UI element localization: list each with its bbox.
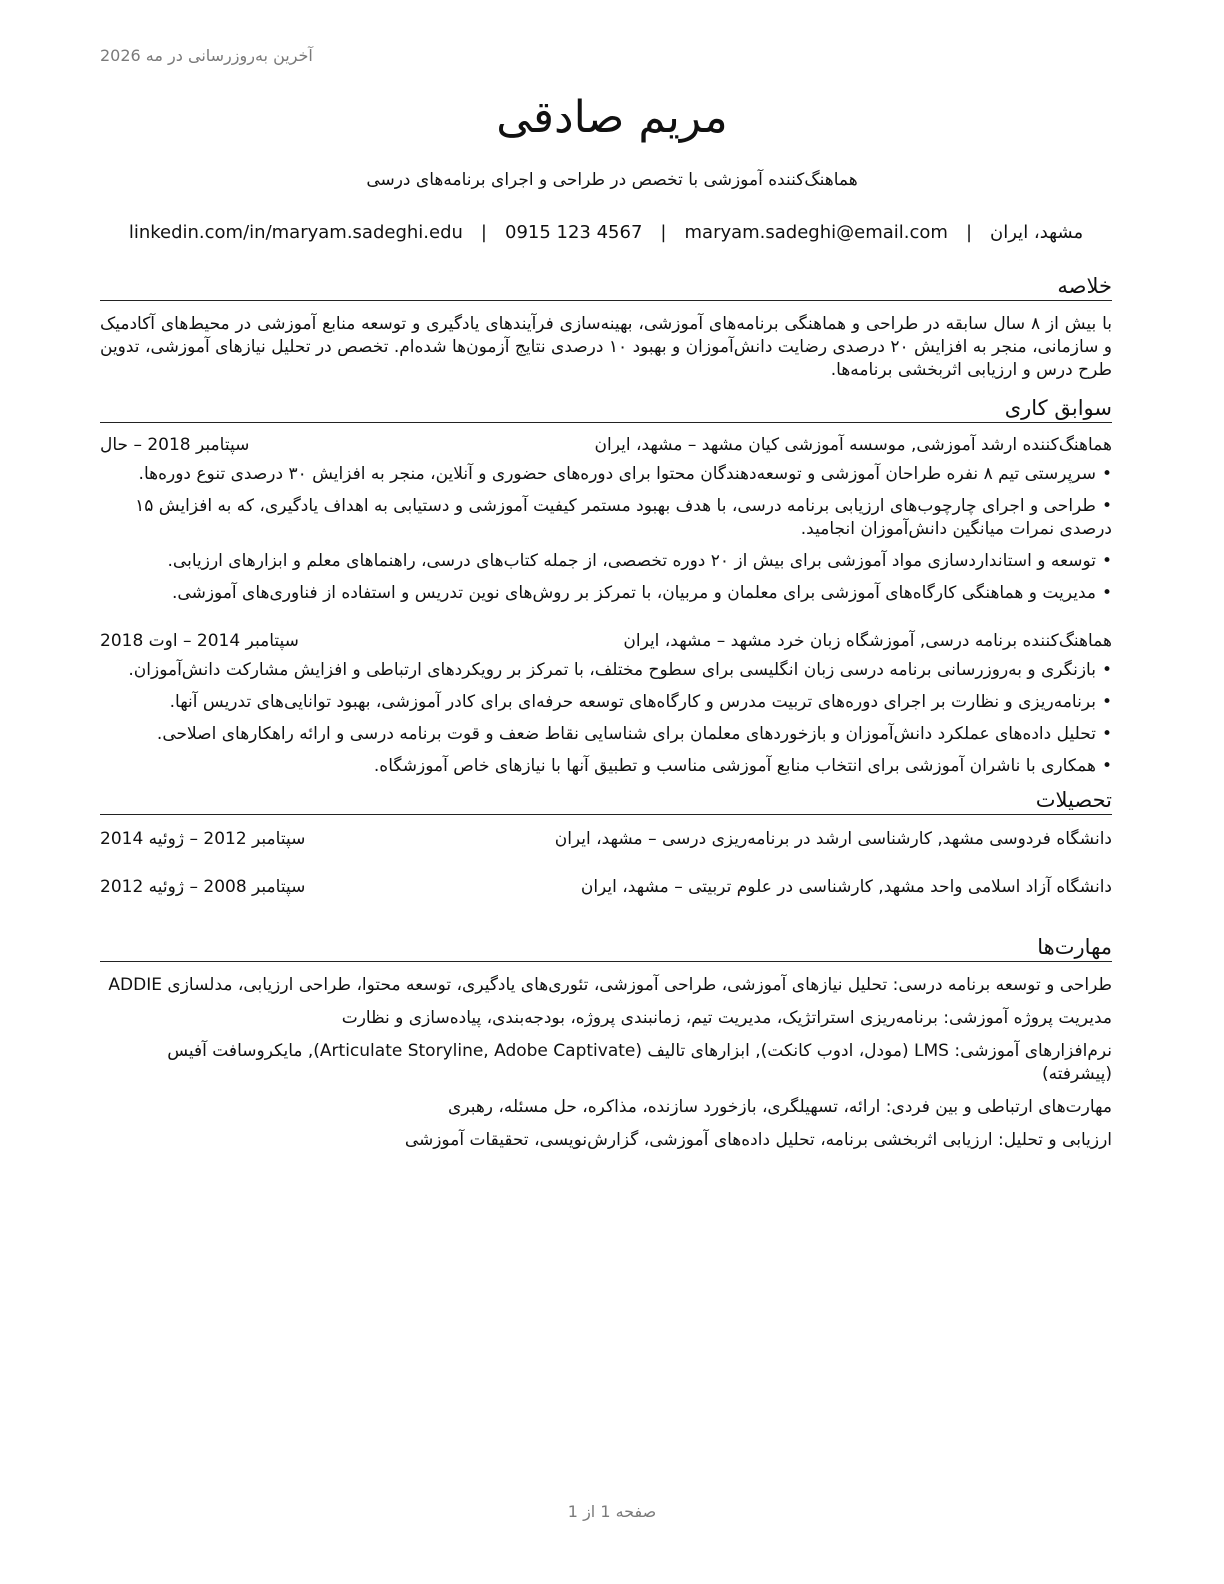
- skill-item: مدیریت پروژه آموزشی: برنامه‌ریزی استراتژیک، مدیریت تیم، زمانبندی پروژه، بودجه‌بندی، پیاده‌سازی و نظارت: [341, 1008, 1112, 1028]
- bullet-icon: •: [1101, 496, 1112, 516]
- job-header: [100, 631, 1112, 657]
- job-bullet-text: طراحی و اجرای چارچوب‌های ارزیابی برنامه درسی، با هدف بهبود مستمر کیفیت آموزشی و دستیابی به اهداف یادگیری، که به افزایش ۱۵ درصدی نمرات میانگین دانش‌آموزان انجامید.: [135, 496, 1112, 539]
- skills-list: [100, 974, 1112, 1152]
- contact-separator: |: [660, 222, 667, 243]
- bullet-icon: •: [1101, 551, 1112, 571]
- education-entry: [100, 829, 1112, 877]
- job-bullet-text: توسعه و استانداردسازی مواد آموزشی برای بیش از ۲۰ دوره تخصصی، از جمله کتاب‌های درسی، راهنماهای معلم و ابزارهای ارزیابی.: [167, 551, 1096, 571]
- skill-item: ارزیابی و تحلیل: ارزیابی اثربخشی برنامه، تحلیل داده‌های آموزشی، گزارش‌نویسی، تحقیقات آموزشی: [404, 1130, 1112, 1150]
- education-section: [100, 788, 1112, 925]
- job-entry: [100, 631, 1112, 778]
- job-bullet-text: مدیریت و هماهنگی کارگاه‌های آموزشی برای معلمان و مربیان، با تمرکز بر روش‌های نوین تدریس و استفاده از فناوری‌های آموزشی.: [172, 583, 1096, 603]
- skills-title: مهارت‌ها: [100, 935, 1112, 962]
- job-entry: [100, 435, 1112, 605]
- job-role: هماهنگ‌کننده برنامه درسی, آموزشگاه زبان خرد مشهد – مشهد، ایران: [623, 631, 1112, 651]
- job-dates: سپتامبر 2014 – اوت 2018: [100, 631, 299, 651]
- contact-line: [100, 222, 1112, 243]
- resume-content: [100, 274, 1112, 1162]
- skill-item: مهارت‌های ارتباطی و بین فردی: ارائه، تسهیلگری، بازخورد سازنده، مذاکره، حل مسئله، رهبری: [448, 1097, 1112, 1117]
- bullet-icon: •: [1101, 756, 1112, 776]
- bullet-icon: •: [1101, 583, 1112, 603]
- skill-item: طراحی و توسعه برنامه درسی: تحلیل نیازهای آموزشی، طراحی آموزشی، تئوری‌های یادگیری، توسعه محتوا، طراحی ارزیابی، مدلسازی ADDIE: [108, 975, 1112, 995]
- skill-item: نرم‌افزارهای آموزشی: LMS (مودل، ادوب کانکت), ابزارهای تالیف (Articulate Storyline, Adobe Captivate), مایکروسافت آفیس (پیشرفته): [167, 1041, 1112, 1084]
- job-bullet: [100, 723, 1112, 746]
- job-bullet: [100, 659, 1112, 682]
- job-header: [100, 435, 1112, 461]
- job-bullet-text: برنامه‌ریزی و نظارت بر اجرای دوره‌های تربیت مدرس و کارگاه‌های توسعه حرفه‌ای برای کادر آموزشی، بهبود توانایی‌های تدریس آنها.: [169, 692, 1096, 712]
- education-degree: دانشگاه آزاد اسلامی واحد مشهد, کارشناسی در علوم تربیتی – مشهد، ایران: [580, 877, 1112, 897]
- job-bullet-text: همکاری با ناشران آموزشی برای انتخاب منابع آموزشی مناسب و تطبیق آنها با نیازهای خاص آموزشگاه.: [373, 756, 1096, 776]
- job-bullet: [100, 691, 1112, 714]
- contact-location: مشهد، ایران: [990, 222, 1084, 243]
- job-bullet: [100, 550, 1112, 573]
- education-entry: [100, 877, 1112, 925]
- job-bullet-text: تحلیل داده‌های عملکرد دانش‌آموزان و بازخوردهای معلمان برای شناسایی نقاط ضعف و قوت برنامه درسی و ارائه راهکارهای اصلاحی.: [156, 724, 1096, 744]
- contact-separator: |: [965, 222, 973, 243]
- job-bullet: [100, 755, 1112, 778]
- job-bullets: [100, 463, 1112, 605]
- education-degree: دانشگاه فردوسی مشهد, کارشناسی ارشد در برنامه‌ریزی درسی – مشهد، ایران: [554, 829, 1112, 849]
- experience-title: سوابق کاری: [100, 396, 1112, 423]
- bullet-icon: •: [1101, 660, 1112, 680]
- page-number: صفحه 1 از 1: [567, 1502, 657, 1521]
- candidate-name: مریم صادقی: [496, 92, 728, 143]
- job-bullet-text: سرپرستی تیم ۸ نفره طراحان آموزشی و توسعه‌دهندگان محتوا برای دوره‌های حضوری و آنلاین، منجر به افزایش ۳۰ درصدی تنوع دوره‌ها.: [138, 464, 1096, 484]
- bullet-icon: •: [1101, 724, 1112, 744]
- contact-separator: |: [480, 222, 487, 243]
- candidate-tagline: هماهنگ‌کننده آموزشی با تخصص در طراحی و اجرای برنامه‌های درسی: [366, 170, 858, 190]
- skills-section: [100, 935, 1112, 1152]
- education-list: [100, 829, 1112, 925]
- education-title: تحصیلات: [100, 788, 1112, 815]
- summary-text: با بیش از ۸ سال سابقه در طراحی و هماهنگی برنامه‌های آموزشی، بهینه‌سازی فرآیندهای یادگیری و توسعه منابع آموزشی در محیط‌های آکادمیک و سازمانی، منجر به افزایش ۲۰ درصدی رضایت دانش‌آموزان و بهبود ۱۰ درصدی نتایج آزمون‌ها شده‌ام. تخصص در تحلیل نیازهای آموزشی، تدوین طرح درس و ارزیابی اثربخشی برنامه‌ها.: [100, 314, 1113, 380]
- last-updated: آخرین به‌روزرسانی در مه 2026: [100, 46, 313, 65]
- job-role: هماهنگ‌کننده ارشد آموزشی, موسسه آموزشی کیان مشهد – مشهد، ایران: [594, 435, 1112, 455]
- job-bullet: [100, 582, 1112, 605]
- contact-linkedin[interactable]: linkedin.com/in/maryam.sadeghi.edu: [128, 222, 463, 243]
- summary-section: [100, 274, 1112, 382]
- bullet-icon: •: [1101, 692, 1112, 712]
- summary-title: خلاصه: [100, 274, 1112, 301]
- job-bullet: [100, 495, 1112, 541]
- job-dates: سپتامبر 2018 – حال: [100, 435, 250, 455]
- contact-phone: 0915 123 4567: [505, 222, 643, 243]
- education-dates: سپتامبر 2008 – ژوئیه 2012: [100, 877, 306, 897]
- contact-email[interactable]: maryam.sadeghi@email.com: [684, 222, 948, 243]
- job-bullet: [100, 463, 1112, 486]
- job-bullets: [100, 659, 1112, 778]
- education-dates: سپتامبر 2012 – ژوئیه 2014: [100, 829, 306, 849]
- bullet-icon: •: [1101, 464, 1112, 484]
- experience-section: [100, 396, 1112, 778]
- job-bullet-text: بازنگری و به‌روزرسانی برنامه درسی زبان انگلیسی برای سطوح مختلف، با تمرکز بر رویکردهای ارتباطی و افزایش مشارکت دانش‌آموزان.: [128, 660, 1096, 680]
